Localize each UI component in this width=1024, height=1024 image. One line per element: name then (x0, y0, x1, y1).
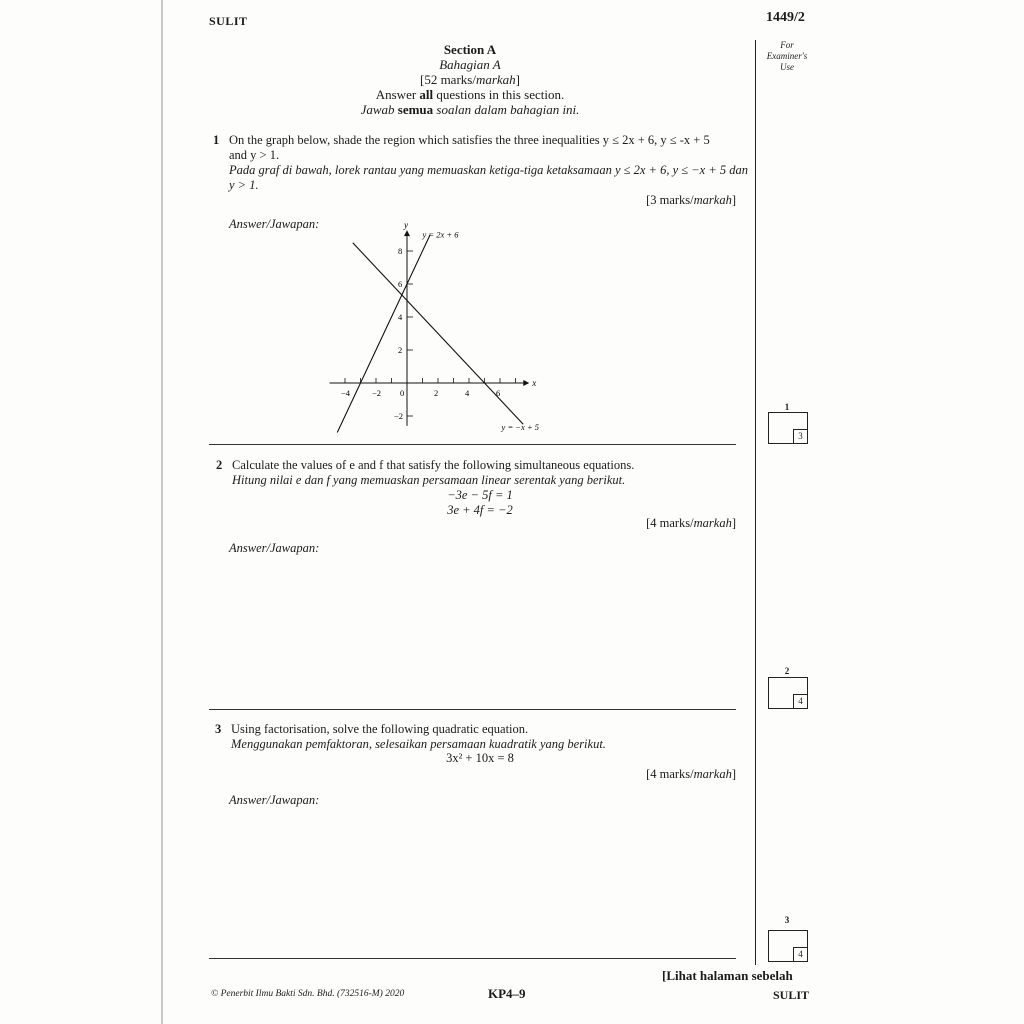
series-label-1: y = 2x + 6 (422, 229, 459, 240)
section-instruction-my: Jawab semua soalan dalam bahagian ini. (360, 102, 580, 117)
q3-divider (209, 958, 736, 959)
x-axis-label: x (532, 378, 537, 388)
q2-box-number: 2 (784, 666, 790, 676)
examiner-column-rule (755, 40, 756, 965)
header-paper-code: 1449/2 (766, 10, 805, 25)
footer-sulit: SULIT (773, 988, 810, 1002)
y-tick-label: 8 (398, 246, 403, 256)
q1-text: On the graph below, shade the region which satisfies the three inequalities y ≤ 2x + 6, y ≤ -x + 5 and y > 1. Pada graf di bawah, lorek rantau yang memuaskan ketiga-tiga ketaksamaan y ≤ 2x + 6, y ≤ −x + 5 dan y > 1. (229, 133, 749, 192)
q3-box-number: 3 (784, 915, 790, 925)
footer-copyright: © Penerbit Ilmu Bakti Sdn. Bhd. (732516-M) 2020 (211, 989, 405, 999)
x-tick-label: 4 (465, 388, 470, 398)
x-tick-label: −2 (372, 388, 382, 398)
y-axis-arrow (404, 230, 410, 236)
q2-mark-box[interactable] (768, 677, 808, 709)
y-tick-label: 6 (398, 279, 403, 289)
section-heading (300, 42, 640, 117)
q3-box-marks: 4 (793, 947, 807, 961)
header-sulit: SULIT (209, 14, 248, 28)
q3-marks: [4 marks/markah] (646, 767, 736, 781)
q3-equation: 3x² + 10x = 8 (446, 751, 514, 765)
footer-next-page: [Lihat halaman sebelah (662, 968, 793, 983)
section-title: Section A (443, 42, 497, 57)
section-title-my: Bahagian A (439, 57, 501, 72)
y-tick-label: −2 (394, 411, 404, 421)
q3-text: Using factorisation, solve the following quadratic equation. Menggunakan pemfaktoran, selesaikan persamaan kuadratik yang berikut. (231, 722, 606, 751)
q3-mark-box[interactable] (768, 930, 808, 962)
y-tick-label: 4 (398, 312, 403, 322)
x-tick-label: 2 (434, 388, 439, 398)
q2-text: Calculate the values of e and f that satisfy the following simultaneous equations. Hitung nilai e dan f yang memuaskan persamaan linear serentak yang berikut. (232, 458, 635, 487)
q1-graph (325, 222, 555, 434)
series-label-2: y = −x + 5 (501, 421, 540, 432)
q2-equations: −3e − 5f = 1 3e + 4f = −2 (447, 488, 513, 517)
x-tick-label: −4 (341, 388, 351, 398)
q1-number: 1 (213, 133, 220, 147)
q1-box-marks: 3 (793, 429, 807, 443)
y-tick-label: 2 (398, 345, 403, 355)
q3-number: 3 (215, 722, 222, 736)
x-axis-arrow (523, 380, 529, 386)
x-tick-label: 0 (400, 388, 405, 398)
q2-box-marks: 4 (793, 694, 807, 708)
q2-marks: [4 marks/markah] (646, 516, 736, 530)
series-line-1 (337, 235, 430, 433)
q1-mark-box[interactable] (768, 412, 808, 444)
q2-divider (209, 709, 736, 710)
q2-answer-label: Answer/Jawapan: (229, 541, 320, 555)
y-axis-label: y (404, 222, 408, 231)
page-left-edge (161, 0, 163, 1024)
section-instruction: Answer all questions in this section. (375, 87, 565, 102)
q1-marks: [3 marks/markah] (646, 193, 736, 207)
q3-answer-label: Answer/Jawapan: (229, 793, 320, 807)
section-marks: [52 marks/markah] (419, 72, 521, 87)
q1-box-number: 1 (784, 402, 790, 412)
q2-number: 2 (216, 458, 223, 472)
q1-answer-label: Answer/Jawapan: (229, 217, 320, 231)
x-tick-label: 6 (496, 388, 501, 398)
examiner-use-label: For Examiner's Use (766, 40, 808, 72)
footer-page-code: KP4–9 (488, 986, 526, 1001)
q1-divider (209, 444, 736, 445)
